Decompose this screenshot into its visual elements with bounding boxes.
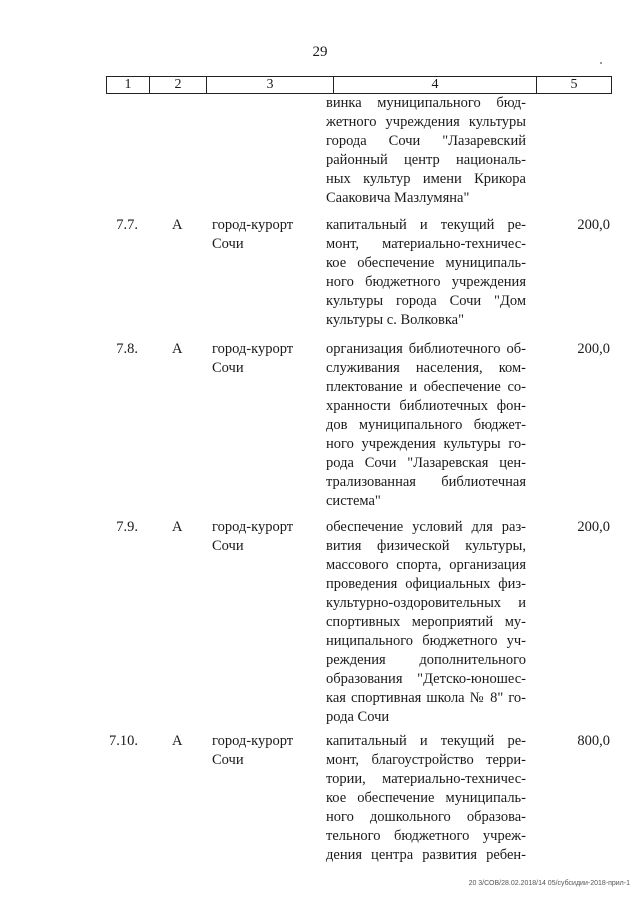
description-line: рода Сочи xyxy=(326,709,390,725)
description-line: культуры города Сочи "Дом xyxy=(326,293,526,309)
row-number: 7.10. xyxy=(109,733,138,749)
row-amount: 800,0 xyxy=(577,733,610,749)
row-amount: 200,0 xyxy=(577,217,610,233)
document-footer: 20 3/СОВ/28.02.2018/14 05/субсидии-2018-прил-1 xyxy=(468,880,630,887)
place-line: город-курорт xyxy=(212,341,294,357)
row-amount: 200,0 xyxy=(577,341,610,357)
description-line: винка муниципального бюд- xyxy=(326,95,526,111)
row-place xyxy=(212,732,312,770)
description-line: образования "Детско-юношес- xyxy=(326,671,526,687)
place-line: город-курорт xyxy=(212,519,294,535)
place-line: город-курорт xyxy=(212,733,294,749)
description-line: ного учреждения культуры го- xyxy=(326,436,526,452)
header-col-2: 2 xyxy=(150,77,207,94)
description-line: ных культур имени Крикора xyxy=(326,171,526,187)
header-col-5: 5 xyxy=(537,77,612,94)
description-line: хранности библиотечных фон- xyxy=(326,398,526,414)
row-description xyxy=(326,216,526,330)
header-col-4: 4 xyxy=(334,77,537,94)
description-line: монт, материально-техничес- xyxy=(326,236,526,252)
description-line: плектование и обеспечение со- xyxy=(326,379,526,395)
page-number: 29 xyxy=(312,44,328,60)
description-line: районный центр националь- xyxy=(326,152,526,168)
description-line: организация библиотечного об- xyxy=(326,341,526,357)
description-line: культурно-оздоровительных и xyxy=(326,595,526,611)
scan-mark xyxy=(600,62,602,64)
place-line: Сочи xyxy=(212,752,244,768)
row-description xyxy=(326,340,526,511)
description-line: капитальный и текущий ре- xyxy=(326,733,526,749)
continuation-description xyxy=(326,94,526,208)
row-category: А xyxy=(172,341,183,357)
row-description xyxy=(326,518,526,727)
row-category: А xyxy=(172,217,183,233)
description-line: вития физической культуры, xyxy=(326,538,526,554)
header-col-3: 3 xyxy=(207,77,334,94)
description-line: система" xyxy=(326,493,381,509)
row-number: 7.7. xyxy=(116,217,138,233)
description-line: города Сочи "Лазаревский xyxy=(326,133,526,149)
description-line: проведения официальных физ- xyxy=(326,576,526,592)
row-description xyxy=(326,732,526,865)
description-line: спортивных мероприятий му- xyxy=(326,614,526,630)
row-place xyxy=(212,340,312,378)
description-line: дов муниципального бюджет- xyxy=(326,417,526,433)
description-line: кая спортивная школа № 8" го- xyxy=(326,690,526,706)
description-line: ного бюджетного учреждения xyxy=(326,274,526,290)
description-line: трализованная библиотечная xyxy=(326,474,526,490)
place-line: Сочи xyxy=(212,236,244,252)
column-number-header xyxy=(106,76,612,94)
description-line: обеспечение условий для раз- xyxy=(326,519,526,535)
header-col-1: 1 xyxy=(107,77,150,94)
description-line: монт, благоустройство терри- xyxy=(326,752,526,768)
row-category: А xyxy=(172,519,183,535)
row-number: 7.9. xyxy=(116,519,138,535)
place-line: Сочи xyxy=(212,538,244,554)
description-line: кое обеспечение муниципаль- xyxy=(326,255,526,271)
description-line: массового спорта, организация xyxy=(326,557,526,573)
row-category: А xyxy=(172,733,183,749)
description-line: капитальный и текущий ре- xyxy=(326,217,526,233)
description-line: дения центра развития ребен- xyxy=(326,847,526,863)
place-line: город-курорт xyxy=(212,217,294,233)
description-line: жетного учреждения культуры xyxy=(326,114,526,130)
description-line: рода Сочи "Лазаревская цен- xyxy=(326,455,526,471)
description-line: тельного бюджетного учреж- xyxy=(326,828,526,844)
description-line: служивания населения, ком- xyxy=(326,360,526,376)
description-line: Сааковича Мазлумяна" xyxy=(326,190,470,206)
row-amount: 200,0 xyxy=(577,519,610,535)
description-line: культуры с. Волковка" xyxy=(326,312,464,328)
place-line: Сочи xyxy=(212,360,244,376)
description-line: реждения дополнительного xyxy=(326,652,526,668)
description-line: тории, материально-техничес- xyxy=(326,771,526,787)
description-line: кое обеспечение муниципаль- xyxy=(326,790,526,806)
row-place xyxy=(212,518,312,556)
description-line: ного дошкольного образова- xyxy=(326,809,526,825)
row-number: 7.8. xyxy=(116,341,138,357)
row-place xyxy=(212,216,312,254)
description-line: ниципального бюджетного уч- xyxy=(326,633,526,649)
